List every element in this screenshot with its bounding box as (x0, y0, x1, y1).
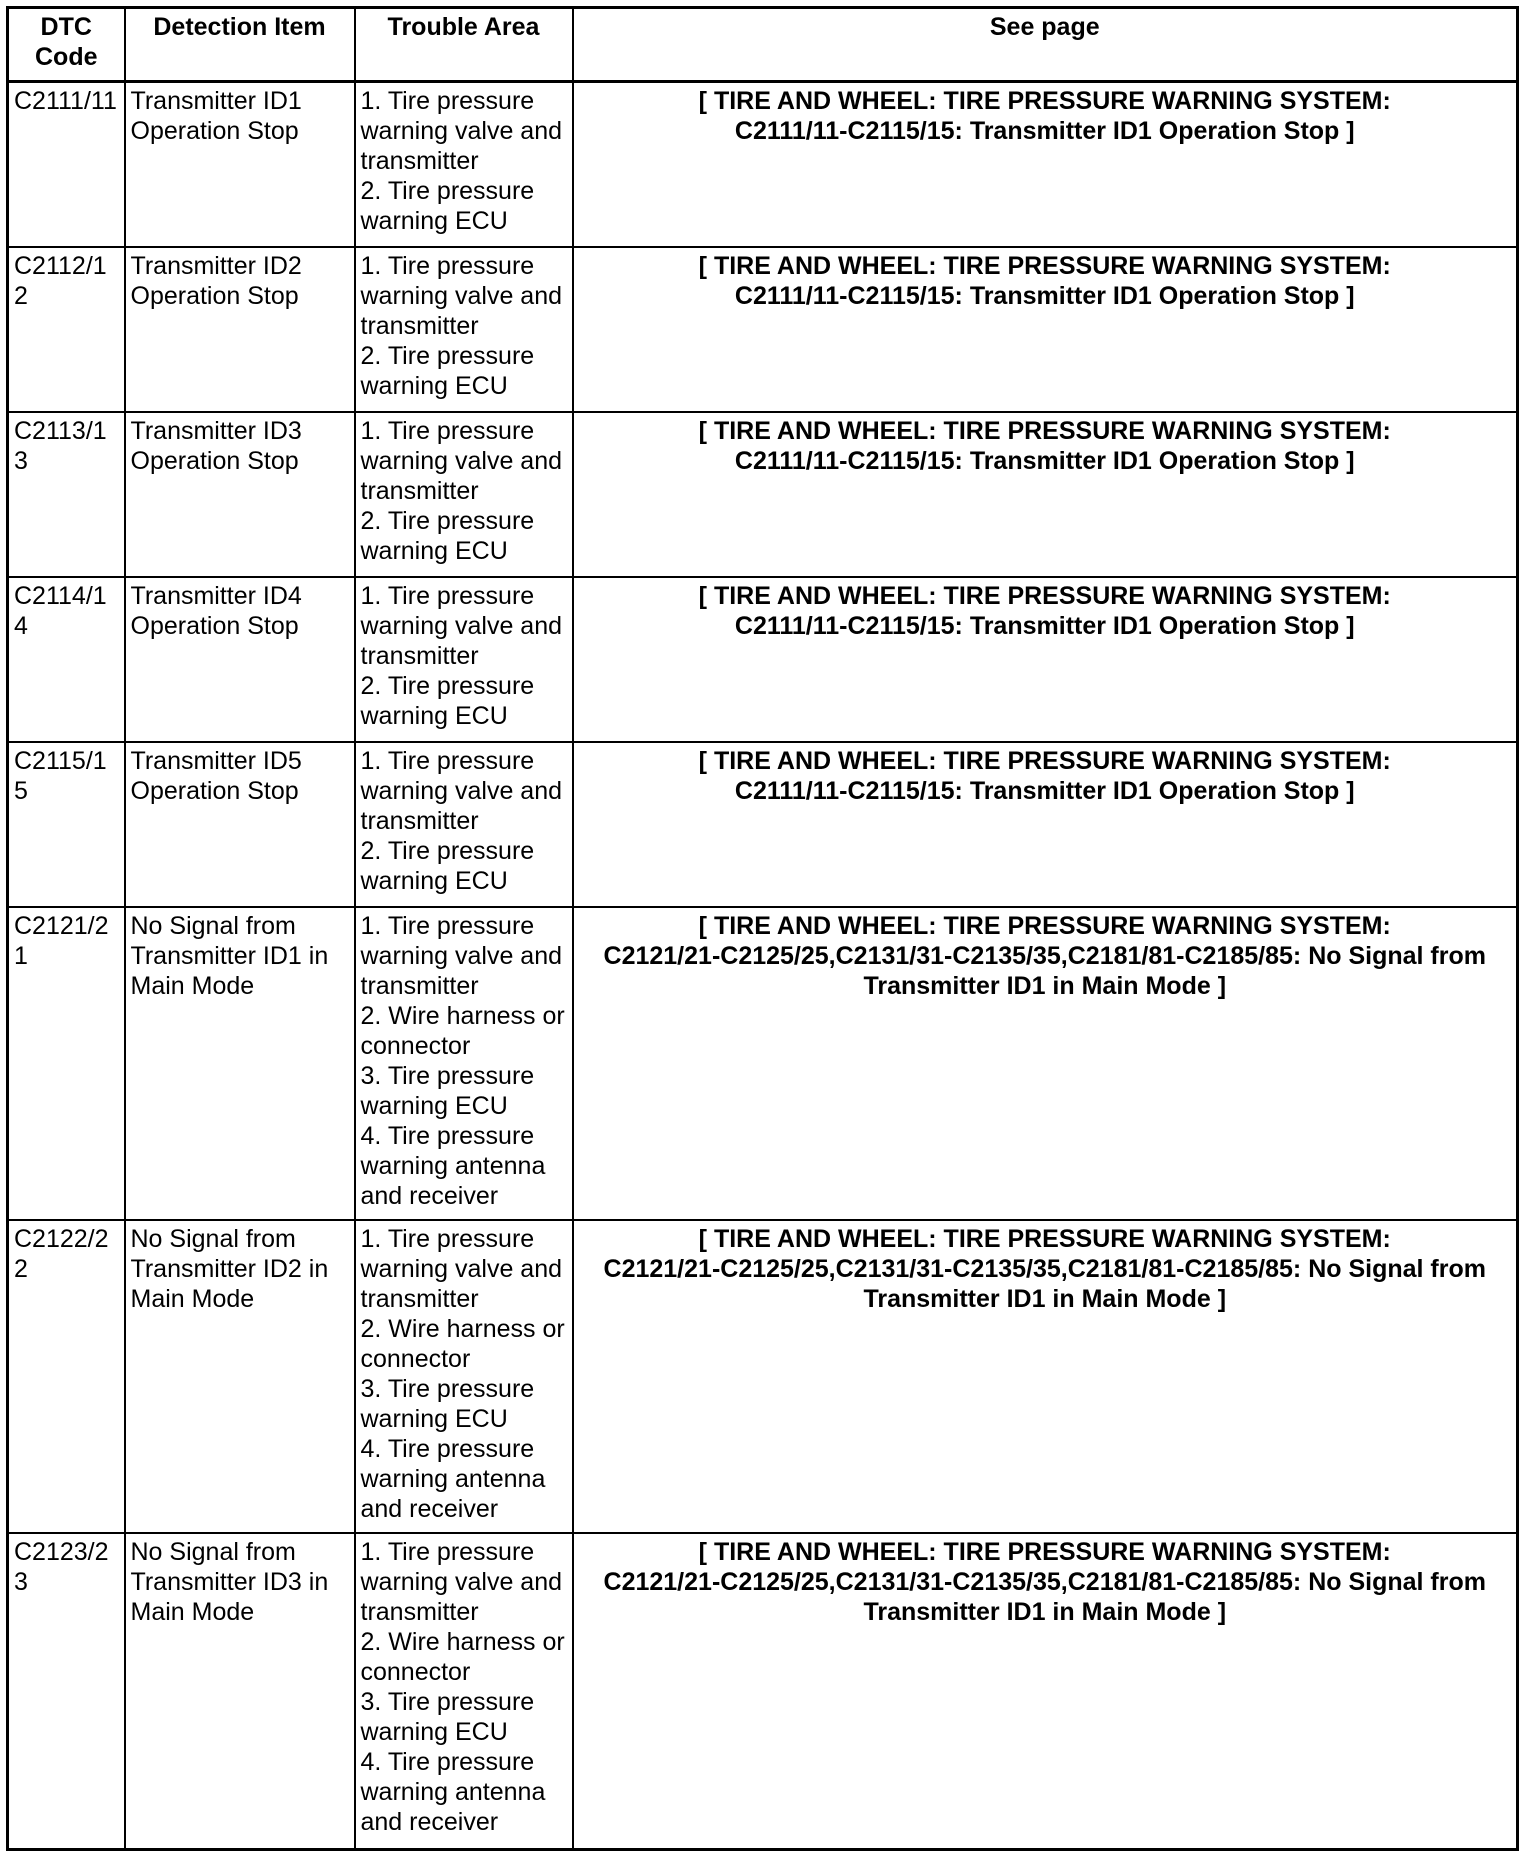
header-detection-item: Detection Item (125, 8, 355, 82)
dtc-code-cell: C2121/21 (8, 907, 125, 1220)
detection-item-cell: Transmitter ID1 Operation Stop (125, 82, 355, 248)
dtc-table-container (6, 6, 1516, 1851)
detection-item-cell: Transmitter ID5 Operation Stop (125, 742, 355, 907)
table-header-row (8, 8, 1518, 82)
table-row (8, 577, 1518, 742)
trouble-area-cell: 1. Tire pressure warning valve and transmitter 2. Tire pressure warning ECU (355, 577, 573, 742)
trouble-area-cell: 1. Tire pressure warning valve and transmitter 2. Tire pressure warning ECU (355, 247, 573, 412)
dtc-code-cell: C2122/22 (8, 1220, 125, 1533)
trouble-area-cell: 1. Tire pressure warning valve and transmitter 2. Wire harness or connector 3. Tire pressure warning ECU 4. Tire pressure warning antenna and receiver (355, 1533, 573, 1850)
header-dtc-code: DTC Code (8, 8, 125, 82)
table-row (8, 1533, 1518, 1850)
see-page-link[interactable]: [ TIRE AND WHEEL: TIRE PRESSURE WARNING SYSTEM: C2111/11-C2115/15: Transmitter ID1 Operation Stop ] (573, 247, 1518, 412)
header-see-page: See page (573, 8, 1518, 82)
dtc-code-cell: C2115/15 (8, 742, 125, 907)
see-page-link[interactable]: [ TIRE AND WHEEL: TIRE PRESSURE WARNING SYSTEM: C2111/11-C2115/15: Transmitter ID1 Operation Stop ] (573, 82, 1518, 248)
trouble-area-cell: 1. Tire pressure warning valve and transmitter 2. Wire harness or connector 3. Tire pressure warning ECU 4. Tire pressure warning antenna and receiver (355, 907, 573, 1220)
table-row (8, 247, 1518, 412)
table-row (8, 1220, 1518, 1533)
trouble-area-cell: 1. Tire pressure warning valve and transmitter 2. Tire pressure warning ECU (355, 742, 573, 907)
detection-item-cell: No Signal from Transmitter ID3 in Main Mode (125, 1533, 355, 1850)
dtc-code-cell: C2111/11 (8, 82, 125, 248)
see-page-link[interactable]: [ TIRE AND WHEEL: TIRE PRESSURE WARNING SYSTEM: C2121/21-C2125/25,C2131/31-C2135/35,C2181/81-C2185/85: No Signal from Transmitter ID1 in Main Mode ] (573, 1220, 1518, 1533)
dtc-code-cell: C2114/14 (8, 577, 125, 742)
see-page-link[interactable]: [ TIRE AND WHEEL: TIRE PRESSURE WARNING SYSTEM: C2111/11-C2115/15: Transmitter ID1 Operation Stop ] (573, 412, 1518, 577)
see-page-link[interactable]: [ TIRE AND WHEEL: TIRE PRESSURE WARNING SYSTEM: C2111/11-C2115/15: Transmitter ID1 Operation Stop ] (573, 577, 1518, 742)
trouble-area-cell: 1. Tire pressure warning valve and transmitter 2. Tire pressure warning ECU (355, 82, 573, 248)
see-page-link[interactable]: [ TIRE AND WHEEL: TIRE PRESSURE WARNING SYSTEM: C2121/21-C2125/25,C2131/31-C2135/35,C2181/81-C2185/85: No Signal from Transmitter ID1 in Main Mode ] (573, 907, 1518, 1220)
trouble-area-cell: 1. Tire pressure warning valve and transmitter 2. Wire harness or connector 3. Tire pressure warning ECU 4. Tire pressure warning antenna and receiver (355, 1220, 573, 1533)
header-trouble-area: Trouble Area (355, 8, 573, 82)
see-page-link[interactable]: [ TIRE AND WHEEL: TIRE PRESSURE WARNING SYSTEM: C2111/11-C2115/15: Transmitter ID1 Operation Stop ] (573, 742, 1518, 907)
table-row (8, 907, 1518, 1220)
trouble-area-cell: 1. Tire pressure warning valve and transmitter 2. Tire pressure warning ECU (355, 412, 573, 577)
see-page-link[interactable]: [ TIRE AND WHEEL: TIRE PRESSURE WARNING SYSTEM: C2121/21-C2125/25,C2131/31-C2135/35,C2181/81-C2185/85: No Signal from Transmitter ID1 in Main Mode ] (573, 1533, 1518, 1850)
table-row (8, 412, 1518, 577)
dtc-table (6, 6, 1519, 1851)
table-row (8, 82, 1518, 248)
dtc-code-cell: C2112/12 (8, 247, 125, 412)
table-row (8, 742, 1518, 907)
detection-item-cell: Transmitter ID2 Operation Stop (125, 247, 355, 412)
dtc-code-cell: C2123/23 (8, 1533, 125, 1850)
detection-item-cell: Transmitter ID3 Operation Stop (125, 412, 355, 577)
detection-item-cell: No Signal from Transmitter ID1 in Main Mode (125, 907, 355, 1220)
detection-item-cell: No Signal from Transmitter ID2 in Main Mode (125, 1220, 355, 1533)
dtc-code-cell: C2113/13 (8, 412, 125, 577)
detection-item-cell: Transmitter ID4 Operation Stop (125, 577, 355, 742)
